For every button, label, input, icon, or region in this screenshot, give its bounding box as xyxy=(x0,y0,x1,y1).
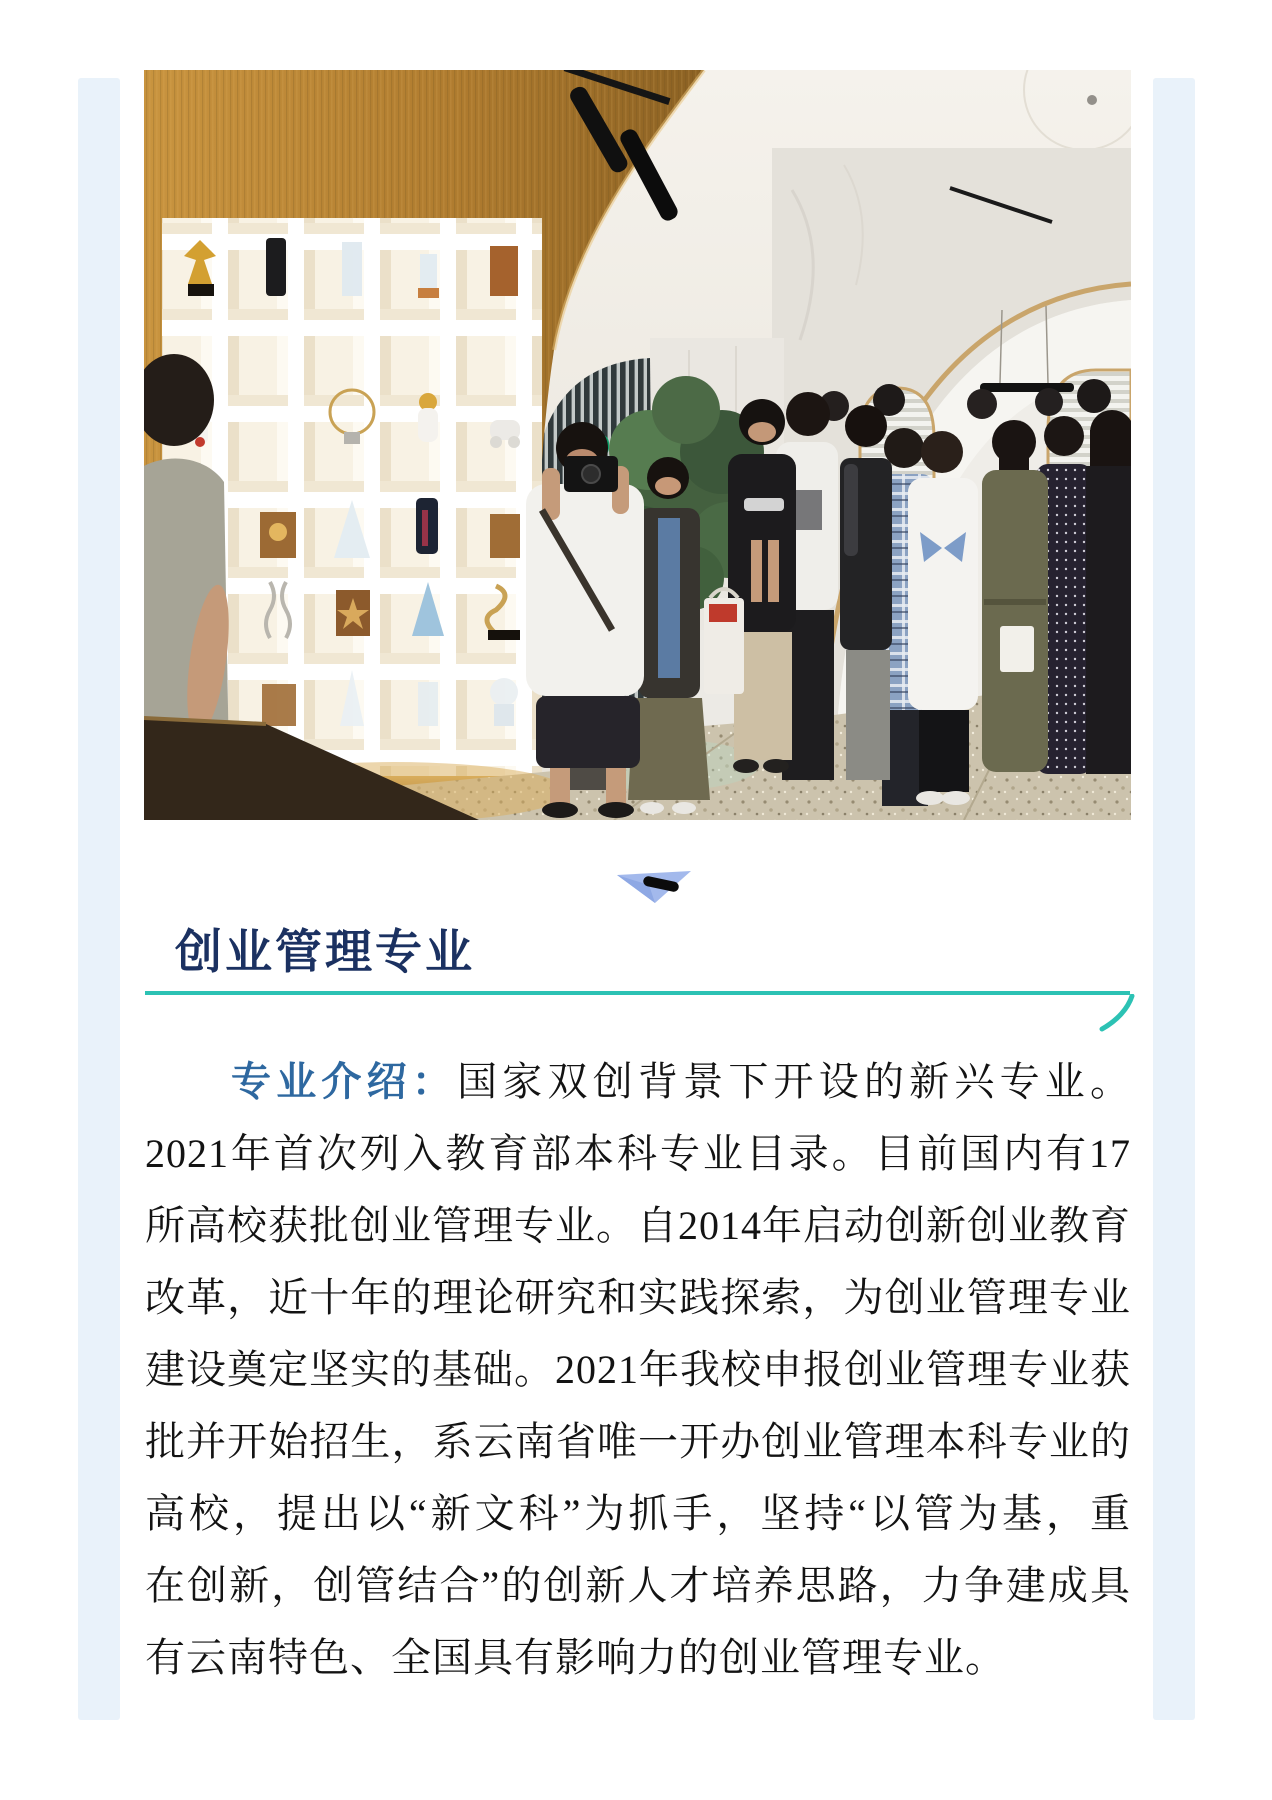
body-line: 有云南特色、全国具有影响力的创业管理专业。 xyxy=(145,1635,1006,1680)
body-line: 在创新，创管结合”的创新人才培养思路，力争建成具 xyxy=(145,1563,1131,1608)
article-body xyxy=(145,1046,1131,1694)
body-line-text: 国家双创背景下开设的新兴专业。 xyxy=(457,1059,1131,1104)
paper-plane-icon xyxy=(615,866,695,908)
body-line: 所高校获批创业管理专业。自2014年启动创新创业教育 xyxy=(145,1203,1131,1248)
intro-label: 专业介绍： xyxy=(231,1059,458,1104)
left-accent-panel xyxy=(78,78,120,1720)
divider-flourish xyxy=(1092,994,1136,1034)
body-line: 改革，近十年的理论研究和实践探索，为创业管理专业 xyxy=(145,1275,1131,1320)
body-line: 建设奠定坚实的基础。2021年我校申报创业管理专业获 xyxy=(145,1347,1131,1392)
section-heading: 创业管理专业 xyxy=(175,927,475,979)
body-line: 批并开始招生，系云南省唯一开办创业管理本科专业的 xyxy=(145,1419,1131,1464)
right-accent-panel xyxy=(1153,78,1195,1720)
body-line xyxy=(145,1046,1131,1118)
body-line: 高校，提出以“新文科”为抓手，坚持“以管为基，重 xyxy=(145,1491,1131,1536)
showroom-photo[interactable] xyxy=(144,70,1131,820)
body-line: 2021年首次列入教育部本科专业目录。目前国内有17 xyxy=(145,1131,1131,1176)
divider-line xyxy=(145,991,1130,995)
